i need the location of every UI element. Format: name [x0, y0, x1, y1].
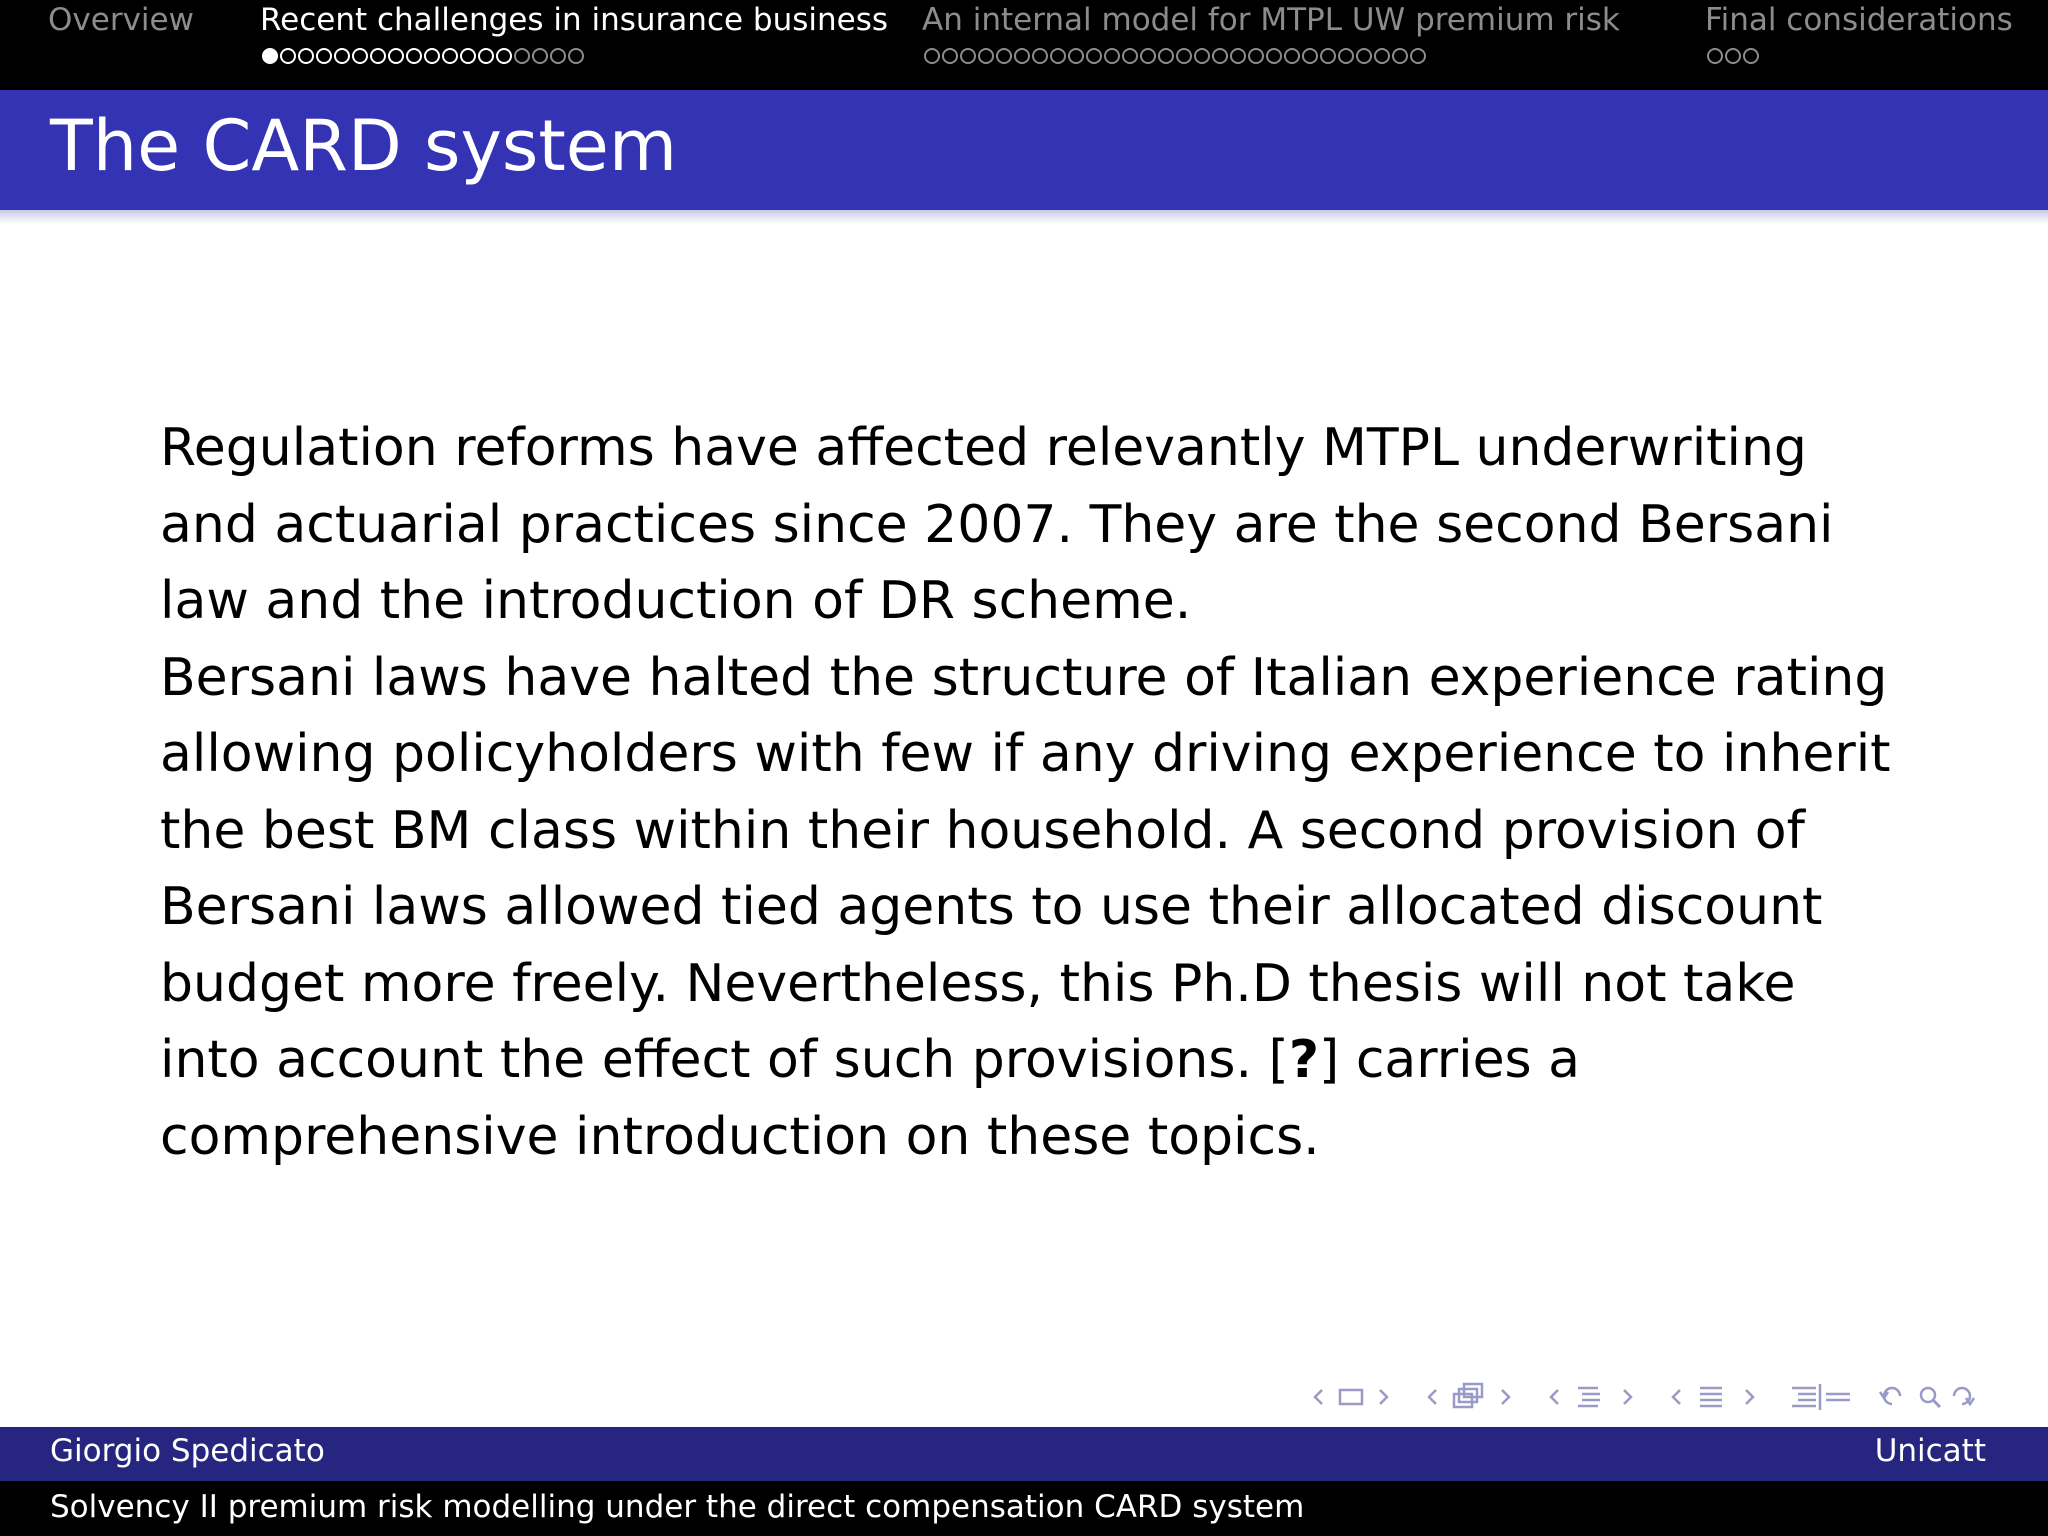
slide-dot[interactable]	[1050, 48, 1066, 64]
nav-section-label[interactable]: Overview	[48, 2, 194, 38]
frame-navigation-icon[interactable]	[1424, 1382, 1524, 1412]
slide-dot[interactable]	[568, 48, 584, 64]
slide-dot[interactable]	[442, 48, 458, 64]
section-navigation-bar	[0, 0, 2048, 90]
section-navigation-icon[interactable]	[1668, 1382, 1768, 1412]
slide-dot[interactable]	[1392, 48, 1408, 64]
slide-dot[interactable]	[978, 48, 994, 64]
body-paragraph-regulation: Regulation reforms have affected relevantly MTPL underwriting and actuarial practices since 2007. They are the second Bersani law and the introduction of DR scheme.	[160, 418, 1834, 631]
slide-dot[interactable]	[1266, 48, 1282, 64]
slide-dot[interactable]	[1122, 48, 1138, 64]
slide-dot[interactable]	[280, 48, 296, 64]
slide-dot[interactable]	[1374, 48, 1390, 64]
slide-dot[interactable]	[1338, 48, 1354, 64]
slide-dot[interactable]	[942, 48, 958, 64]
slide-progress-dots	[262, 48, 584, 64]
search-zoom-icon[interactable]	[1876, 1382, 1986, 1412]
nav-section-label[interactable]: An internal model for MTPL UW premium risk	[922, 2, 1620, 38]
paragraph-text: ] carries a comprehensive introduction on these topics.	[160, 1030, 1581, 1167]
slide-dot[interactable]	[532, 48, 548, 64]
slide-dot[interactable]	[316, 48, 332, 64]
slide-dot[interactable]	[478, 48, 494, 64]
slide-dot[interactable]	[960, 48, 976, 64]
frame-title-bar	[0, 90, 2048, 210]
slide-dot[interactable]	[1707, 48, 1723, 64]
frame-title: The CARD system	[50, 105, 678, 187]
slide-dot[interactable]	[406, 48, 422, 64]
slide-dot[interactable]	[1284, 48, 1300, 64]
footer-author: Giorgio Spedicato	[50, 1433, 325, 1469]
footer-talk-title: Solvency II premium risk modelling under the direct compensation CARD system	[50, 1489, 1305, 1525]
slide-dot[interactable]	[1014, 48, 1030, 64]
slide-dot[interactable]	[1302, 48, 1318, 64]
slide-dot[interactable]	[1176, 48, 1192, 64]
body-paragraph-bersani	[160, 640, 1900, 1176]
slide-dot[interactable]	[514, 48, 530, 64]
nav-section-label[interactable]: Final considerations	[1705, 2, 2013, 38]
slide-dot[interactable]	[424, 48, 440, 64]
slide-dot[interactable]	[352, 48, 368, 64]
slide-navigation-icon[interactable]	[1310, 1382, 1402, 1412]
slide-dot[interactable]	[1086, 48, 1102, 64]
slide-dot[interactable]	[1356, 48, 1372, 64]
slide-dot[interactable]	[1140, 48, 1156, 64]
slide-dot[interactable]	[334, 48, 350, 64]
slide-dot[interactable]	[298, 48, 314, 64]
slide-dot[interactable]	[1104, 48, 1120, 64]
footer-institute: Unicatt	[1874, 1433, 1986, 1469]
slide-dot[interactable]	[370, 48, 386, 64]
slide-dot[interactable]	[1194, 48, 1210, 64]
slide-dot[interactable]	[1743, 48, 1759, 64]
slide-progress-dots	[1707, 48, 1759, 64]
document-navigation-icon[interactable]	[1790, 1382, 1854, 1412]
slide-dot[interactable]	[496, 48, 512, 64]
slide-dot[interactable]	[996, 48, 1012, 64]
citation-link[interactable]: ?	[1288, 1030, 1319, 1090]
slide-dot[interactable]	[1725, 48, 1741, 64]
slide-dot[interactable]	[1158, 48, 1174, 64]
slide-dot[interactable]	[924, 48, 940, 64]
paragraph-text: Bersani laws have halted the structure of Italian experience rating allowing policyholders with few if any driving experience to inherit the best BM class within their household. A second provision of Bersani laws allowed tied agents to use their allocated discount budget more freely. Nevertheless, this Ph.D thesis will not take into account the effect of such provisions. [	[160, 647, 1891, 1090]
slide-dot[interactable]	[1410, 48, 1426, 64]
slide-dot[interactable]	[1230, 48, 1246, 64]
slide-dot[interactable]	[460, 48, 476, 64]
subsection-navigation-icon[interactable]	[1546, 1382, 1646, 1412]
slide-body	[160, 410, 1900, 1175]
slide-dot-current[interactable]	[262, 48, 278, 64]
slide-dot[interactable]	[1212, 48, 1228, 64]
footer-title-bar	[0, 1481, 2048, 1536]
slide-progress-dots	[924, 48, 1426, 64]
slide-dot[interactable]	[1032, 48, 1048, 64]
slide-dot[interactable]	[550, 48, 566, 64]
beamer-navigation-symbols	[1310, 1380, 1986, 1414]
title-bar-shadow	[0, 210, 2048, 224]
slide-dot[interactable]	[388, 48, 404, 64]
slide-dot[interactable]	[1248, 48, 1264, 64]
nav-section-label[interactable]: Recent challenges in insurance business	[260, 2, 889, 38]
slide-dot[interactable]	[1320, 48, 1336, 64]
slide-dot[interactable]	[1068, 48, 1084, 64]
footer-author-bar	[0, 1427, 2048, 1481]
